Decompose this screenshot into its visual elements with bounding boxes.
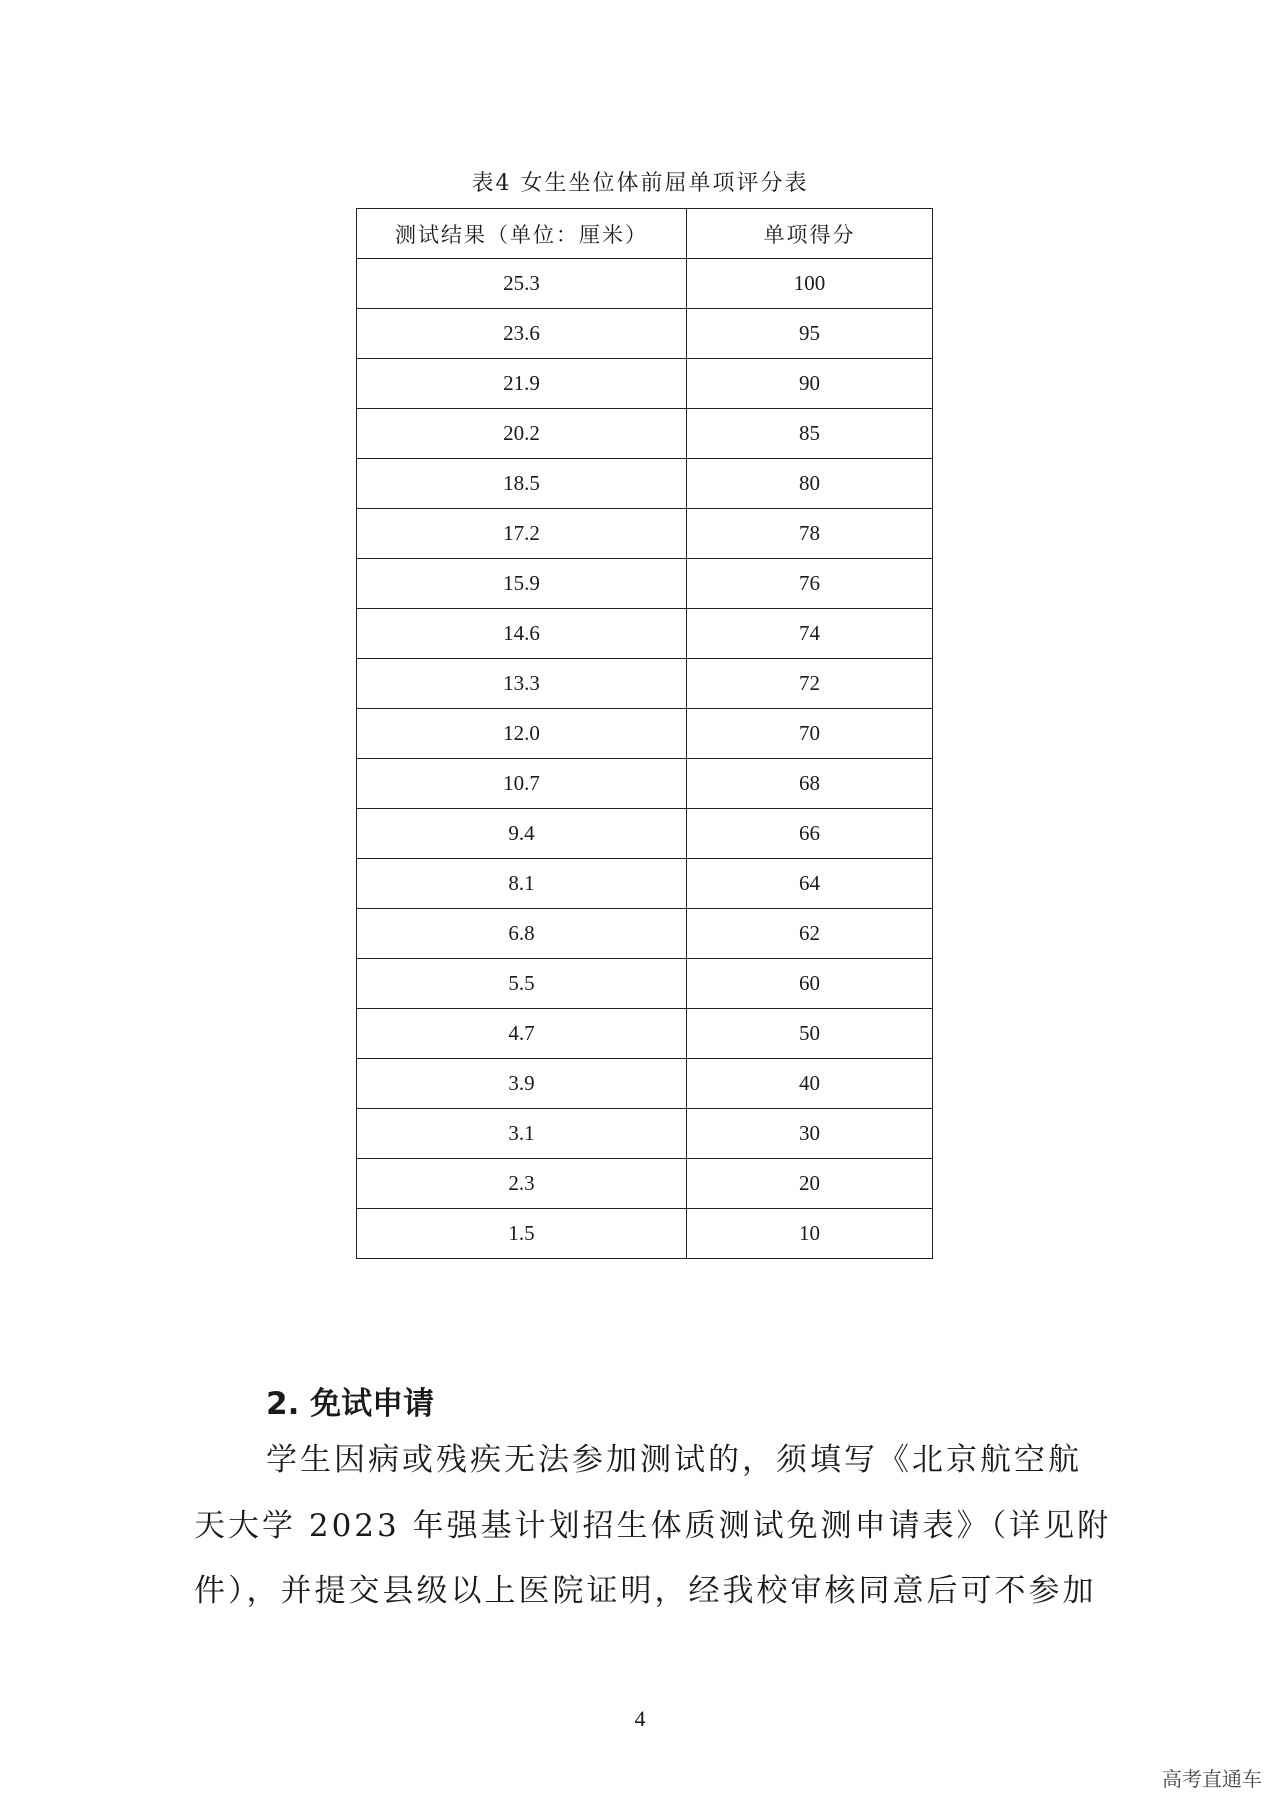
- table-row: [357, 559, 933, 609]
- table-row: [357, 309, 933, 359]
- cell-test-result: 1.5: [357, 1209, 687, 1259]
- table-row: [357, 509, 933, 559]
- table-row: [357, 359, 933, 409]
- cell-score: 66: [687, 809, 933, 859]
- cell-score: 74: [687, 609, 933, 659]
- table-row: [357, 1109, 933, 1159]
- cell-score: 85: [687, 409, 933, 459]
- score-table: [356, 208, 933, 1259]
- cell-test-result: 4.7: [357, 1009, 687, 1059]
- table-row: [357, 859, 933, 909]
- table-row: [357, 809, 933, 859]
- cell-test-result: 9.4: [357, 809, 687, 859]
- cell-test-result: 5.5: [357, 959, 687, 1009]
- table-header-row: [357, 209, 933, 259]
- table-row: [357, 409, 933, 459]
- cell-test-result: 3.9: [357, 1059, 687, 1109]
- cell-test-result: 18.5: [357, 459, 687, 509]
- table-row: [357, 609, 933, 659]
- cell-score: 68: [687, 759, 933, 809]
- table-row: [357, 459, 933, 509]
- cell-test-result: 13.3: [357, 659, 687, 709]
- header-test-result: 测试结果（单位：厘米）: [357, 209, 687, 259]
- cell-score: 78: [687, 509, 933, 559]
- cell-score: 10: [687, 1209, 933, 1259]
- cell-score: 64: [687, 859, 933, 909]
- cell-test-result: 3.1: [357, 1109, 687, 1159]
- cell-test-result: 17.2: [357, 509, 687, 559]
- table-row: [357, 259, 933, 309]
- cell-test-result: 25.3: [357, 259, 687, 309]
- table-row: [357, 909, 933, 959]
- paragraph-line-1: 学生因病或残疾无法参加测试的，须填写《北京航空航: [266, 1442, 1082, 1478]
- cell-test-result: 6.8: [357, 909, 687, 959]
- table-row: [357, 1159, 933, 1209]
- cell-test-result: 21.9: [357, 359, 687, 409]
- cell-test-result: 8.1: [357, 859, 687, 909]
- cell-score: 60: [687, 959, 933, 1009]
- header-score: 单项得分: [687, 209, 933, 259]
- cell-test-result: 12.0: [357, 709, 687, 759]
- table-row: [357, 759, 933, 809]
- cell-test-result: 20.2: [357, 409, 687, 459]
- table-caption: 表4 女生坐位体前屈单项评分表: [471, 171, 809, 196]
- table-row: [357, 1209, 933, 1259]
- cell-score: 62: [687, 909, 933, 959]
- cell-score: 95: [687, 309, 933, 359]
- watermark: 高考直通车: [1162, 1767, 1262, 1791]
- table-row: [357, 1009, 933, 1059]
- cell-test-result: 23.6: [357, 309, 687, 359]
- cell-score: 70: [687, 709, 933, 759]
- cell-score: 40: [687, 1059, 933, 1109]
- cell-score: 80: [687, 459, 933, 509]
- cell-score: 20: [687, 1159, 933, 1209]
- page-number: 4: [634, 1706, 646, 1731]
- paragraph-line-3: 件），并提交县级以上医院证明，经我校审核同意后可不参加: [194, 1573, 1097, 1609]
- cell-test-result: 15.9: [357, 559, 687, 609]
- cell-score: 50: [687, 1009, 933, 1059]
- table-row: [357, 959, 933, 1009]
- section-heading: 2. 免试申请: [266, 1386, 435, 1422]
- paragraph-line-2: 天大学 2023 年强基计划招生体质测试免测申请表》（详见附: [194, 1508, 1112, 1544]
- cell-score: 72: [687, 659, 933, 709]
- table-row: [357, 1059, 933, 1109]
- table-row: [357, 709, 933, 759]
- cell-score: 90: [687, 359, 933, 409]
- cell-test-result: 2.3: [357, 1159, 687, 1209]
- cell-score: 30: [687, 1109, 933, 1159]
- cell-score: 100: [687, 259, 933, 309]
- table-row: [357, 659, 933, 709]
- cell-score: 76: [687, 559, 933, 609]
- cell-test-result: 14.6: [357, 609, 687, 659]
- cell-test-result: 10.7: [357, 759, 687, 809]
